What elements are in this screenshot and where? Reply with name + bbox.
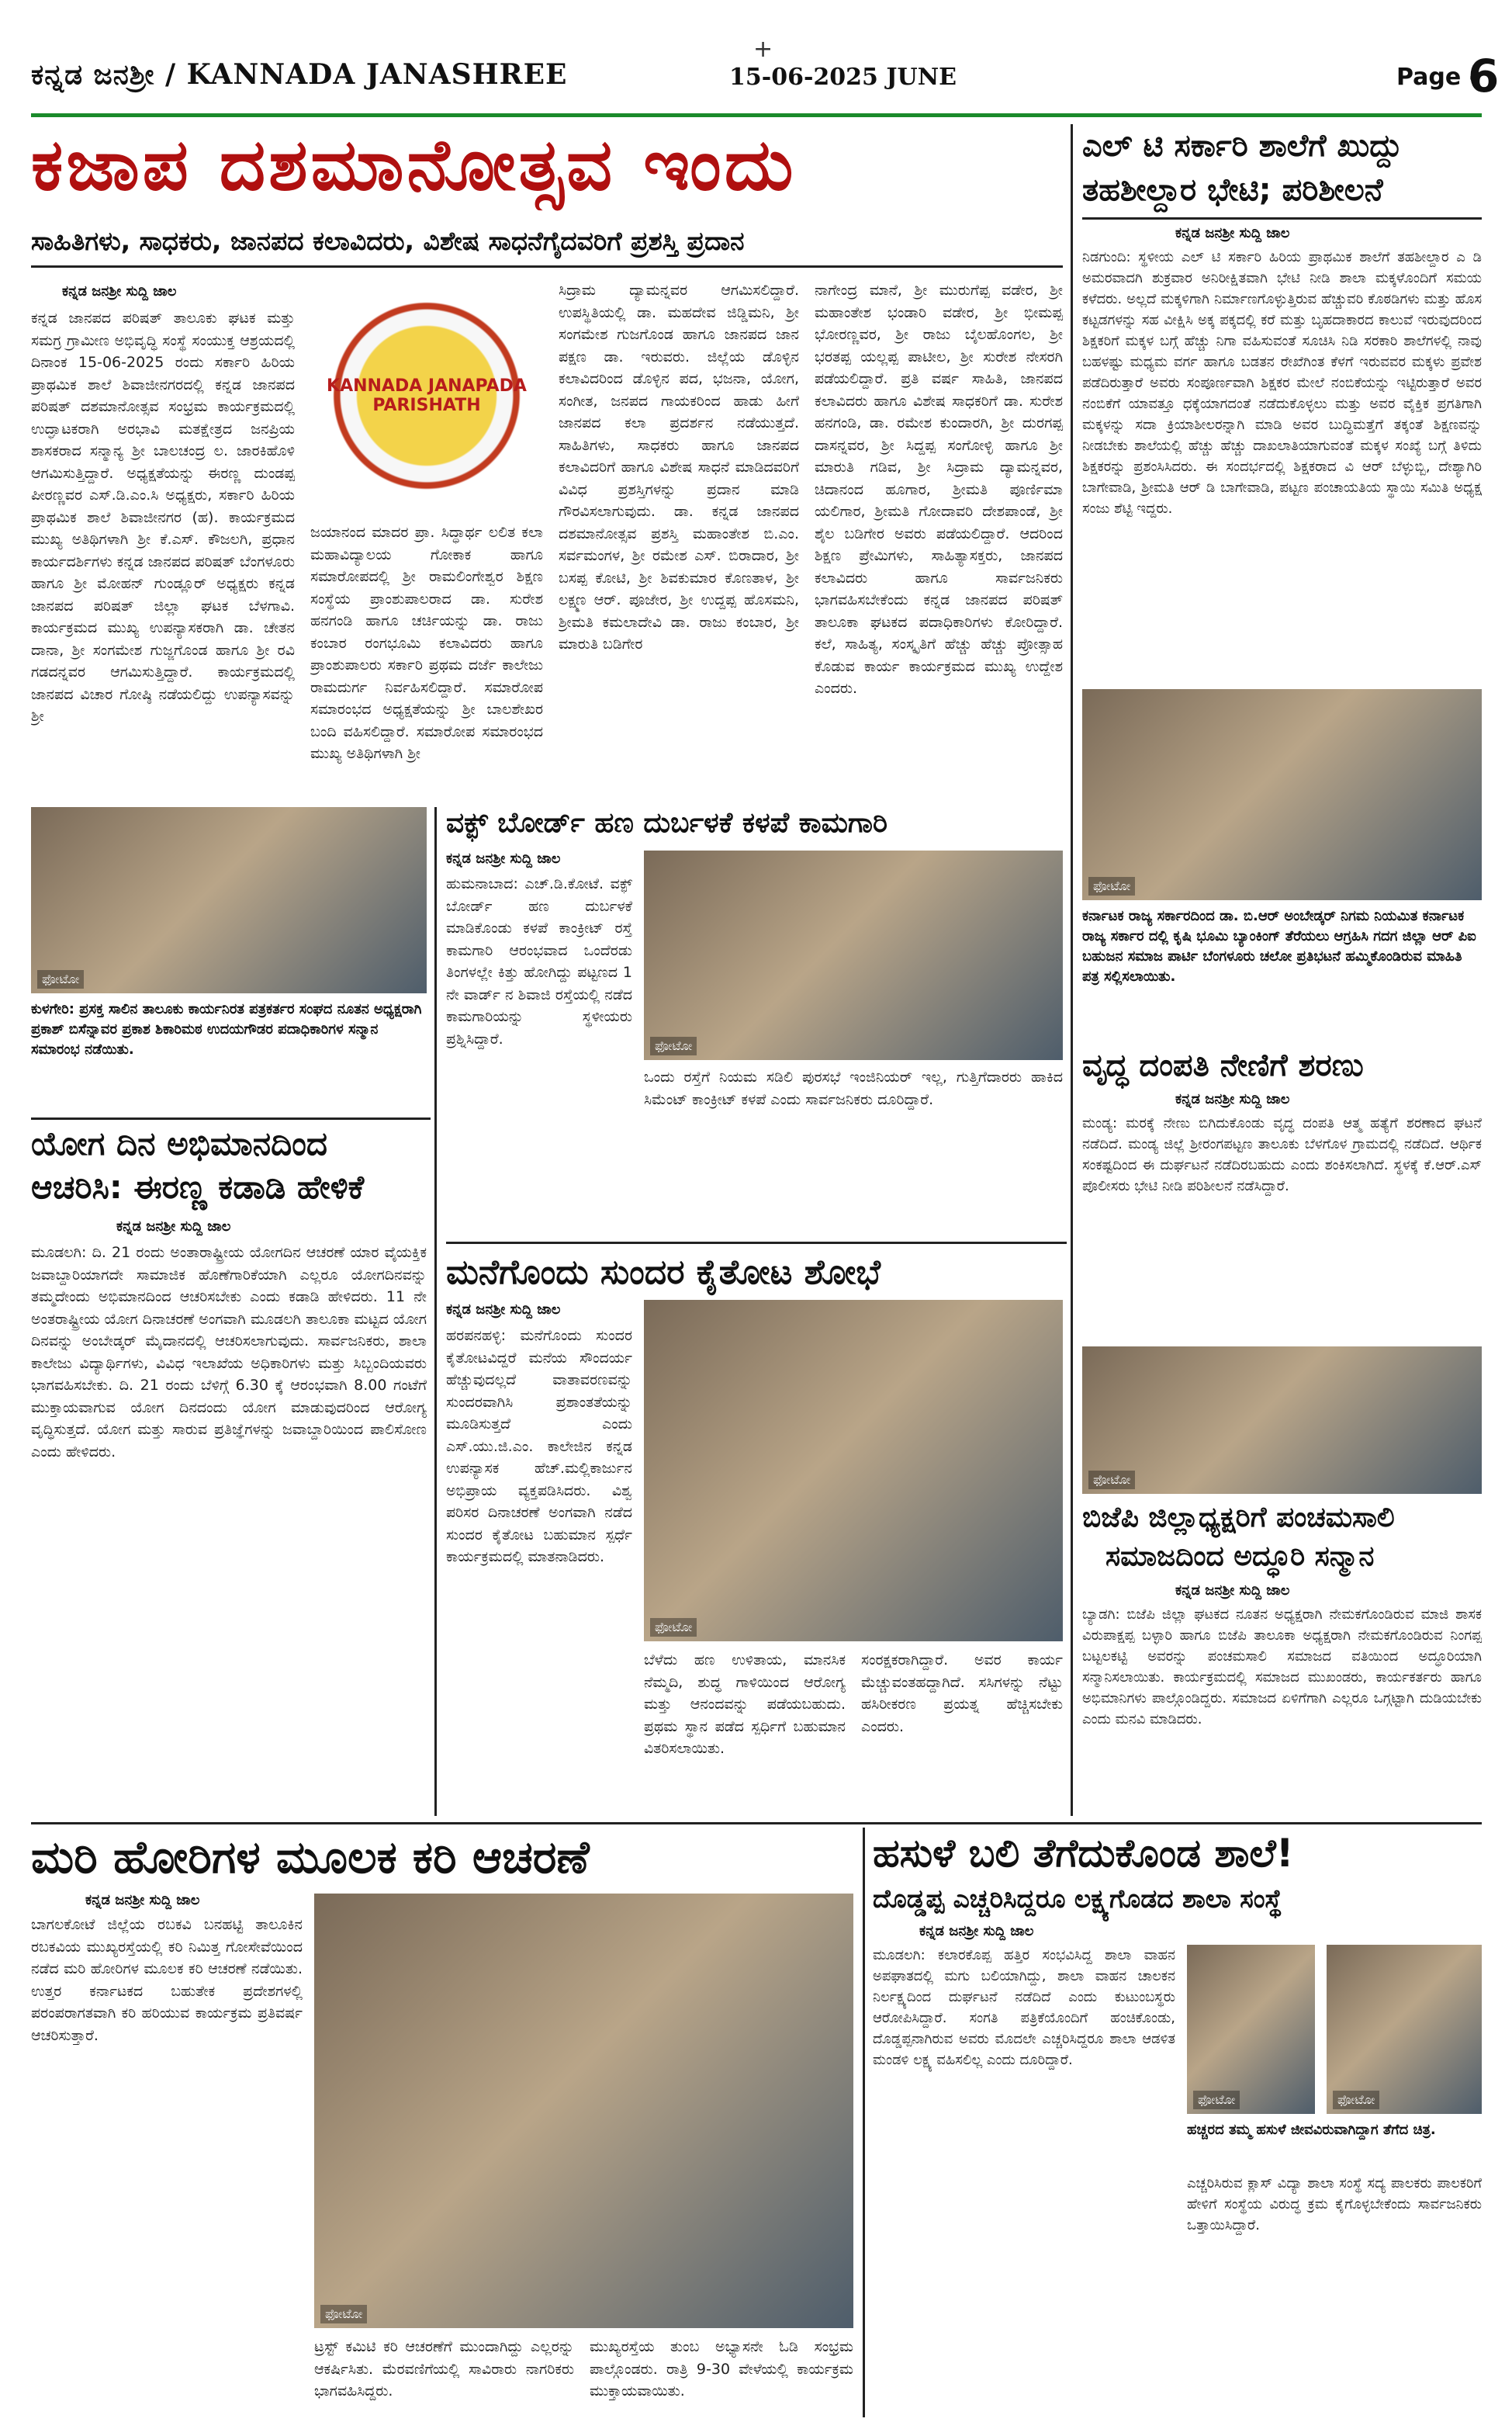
waqf-byline: ಕನ್ನಡ ಜನಶ್ರೀ ಸುದ್ದಿ ಜಾಲ xyxy=(446,851,561,867)
bull-body-col3: ಮುಖ್ಯರಸ್ತೆಯ ತುಂಬ ಅಭ್ಯಾಸನೇ ಓಡಿ ಸಂಭ್ರಮ ಪಾಲ್ಗೊಂಡರು. ರಾತ್ರಿ 9-30 ವೇಳೆಯಲ್ಲಿ ಕಾರ್ಯಕ್ರಮ ಮುಕ್ತಾಯವಾಯಿತು. xyxy=(590,2338,853,2400)
janapada-logo xyxy=(310,279,543,512)
tahsildar-story xyxy=(1082,124,1482,1038)
garden-headline: ಮನೆಗೊಂದು ಸುಂದರ ಕೈತೋಟ ಶೋಭೆ xyxy=(446,1253,881,1292)
school-story xyxy=(873,1831,1482,2421)
photo-tag: ಫೋಟೋ xyxy=(1193,2091,1240,2109)
garden-story xyxy=(446,1253,1063,1816)
issue-date: 15-06-2025 JUNE xyxy=(729,64,957,91)
lead-headline: ಕಜಾಪ ದಶಮಾನೋತ್ಸವ ಇಂದು xyxy=(31,123,797,206)
divider xyxy=(31,1117,431,1120)
elderly-headline: ವೃದ್ಧ ದಂಪತಿ ನೇಣಿಗೆ ಶರಣು xyxy=(1082,1048,1364,1083)
tahsildar-headline-line2: ತಹಶೀಲ್ದಾರ ಭೇಟಿ; ಪರಿಶೀಲನೆ xyxy=(1082,172,1383,208)
garden-body-col3: ಸಂರಕ್ಷಕರಾಗಿದ್ದಾರೆ. ಅವರ ಕಾರ್ಯ ಮೆಚ್ಚುವಂತಹದ್ದಾಗಿದೆ. ಸಸಿಗಳನ್ನು ನೆಟ್ಟು ಹಸಿರೀಕರಣ ಪ್ರಯತ್ನ ಹೆಚ್ಚಿಸಬೇಕು ಎಂದರು. xyxy=(861,1651,1063,1735)
protest-caption: ಕರ್ನಾಟಕ ರಾಜ್ಯ ಸರ್ಕಾರದಿಂದ ಡಾ. ಬಿ.ಆರ್ ಅಂಬೇಡ್ಕರ್ ನಿಗಮ ನಿಯಮಿತ ಕರ್ನಾಟಕ ರಾಜ್ಯ ಸರ್ಕಾರ ದಲ್ಲಿ ಕೃಷಿ ಭೂಮಿ ಬ್ಯಾಂಕಿಂಗ್ ತೆರೆಯಲು ಆಗ್ರಹಿಸಿ ಗದಗ ಜಿಲ್ಲಾ ಆರ್ ಪಿಐ ಬಹುಜನ ಸಮಾಜ ಪಾರ್ಟಿ ಬೆಂಗಳೂರು ಚಲೋ ಪ್ರತಿಭಟನೆ ಹಮ್ಮಿಕೊಂಡಿರುವ ಮಾಹಿತಿ ಪತ್ರ ಸಲ್ಲಿಸಲಾಯಿತು. xyxy=(1082,908,1476,986)
photo-tag: ಫೋಟೋ xyxy=(37,970,84,989)
photo-tag: ಫೋಟೋ xyxy=(1088,1471,1135,1489)
bull-body-col1: ಬಾಗಲಕೋಟೆ ಜಿಲ್ಲೆಯ ರಬಕವಿ ಬನಹಟ್ಟಿ ತಾಲೂಕಿನ ರಬಕವಿಯ ಮುಖ್ಯರಸ್ತೆಯಲ್ಲಿ ಕರಿ ನಿಮಿತ್ತ ಗೋಸೇವೆಯಿಂದ ನಡೆದ ಮರಿ ಹೋರಿಗಳ ಮೂಲಕ ಕರಿ ಆಚರಣೆ ನಡೆಯಿತು. ಉತ್ತರ ಕರ್ನಾಟಕದ ಬಹುತೇಕ ಪ್ರದೇಶಗಳಲ್ಲಿ ಪರಂಪರಾಗತವಾಗಿ ಕರಿ ಹರಿಯುವ ಕಾರ್ಯಕ್ರಮ ಪ್ರತಿವರ್ಷ ಆಚರಿಸುತ್ತಾರೆ. xyxy=(31,1916,303,2044)
school-byline: ಕನ್ನಡ ಜನಶ್ರೀ ಸುದ್ದಿ ಜಾಲ xyxy=(919,1923,1034,1939)
lead-story xyxy=(31,124,1063,807)
school-body-col2: ಎಚ್ಚರಿಸಿರುವ ಕ್ಲಾಸ್ ವಿದ್ಯಾ ಶಾಲಾ ಸಂಸ್ಥೆ ಸದ್ಯ ಪಾಲಕರು ಪಾಲಕರಿಗೆ ಹೇಳಿಗೆ ಸಂಸ್ಥೆಯ ವಿರುದ್ಧ ಕ್ರಮ ಕೈಗೊಳ್ಳಬೇಕೆಂದು ಸಾರ್ವಜನಿಕರು ಒತ್ತಾಯಿಸಿದ್ದಾರೆ. xyxy=(1187,2175,1482,2233)
school-headline: ಹಸುಳೆ ಬಲಿ ತೆಗೆದುಕೊಂಡ ಶಾಲೆ! xyxy=(873,1831,1294,1876)
tahsildar-byline: ಕನ್ನಡ ಜನಶ್ರೀ ಸುದ್ದಿ ಜಾಲ xyxy=(1175,225,1290,241)
logo-text: KANNADA JANAPADA PARISHATH xyxy=(327,376,527,415)
garden-byline: ಕನ್ನಡ ಜನಶ್ರೀ ಸುದ್ದಿ ಜಾಲ xyxy=(446,1301,561,1318)
journalists-caption: ಕುಳಗೇರಿ: ಪ್ರಸಕ್ತ ಸಾಲಿನ ತಾಲೂಕು ಕಾರ್ಯನಿರತ ಪತ್ರಕರ್ತರ ಸಂಘದ ನೂತನ ಅಧ್ಯಕ್ಷರಾಗಿ ಪ್ರಕಾಶ್ ಬಿಸೆನ್ನಾವರ ಪ್ರಕಾಶ ಶಿಕಾರಿಮಠ ಉದಯಗೌಡರ ಪದಾಧಿಕಾರಿಗಳ ಸನ್ಮಾನ ಸಮಾರಂಭ ನಡೆಯಿತು. xyxy=(31,1001,422,1059)
divider xyxy=(31,265,1063,268)
elderly-story xyxy=(1082,1048,1482,1343)
photo-tag: ಫೋಟೋ xyxy=(320,2305,367,2323)
waqf-body-col2: ಒಂದು ರಸ್ತೆಗೆ ನಿಯಮ ಸಡಿಲಿ ಪುರಸಭೆ ಇಂಜಿನಿಯರ್ ಇಲ್ಲ, ಗುತ್ತಿಗೆದಾರರು ಹಾಕಿದ ಸಿಮೆಂಟ್ ಕಾಂಕ್ರೀಟ್ ಕಳಪೆ ಎಂದು ಸಾರ್ವಜನಿಕರು ದೂರಿದ್ದಾರೆ. xyxy=(644,1069,1063,1108)
bull-byline: ಕನ್ನಡ ಜನಶ್ರೀ ಸುದ್ದಿ ಜಾಲ xyxy=(85,1892,200,1908)
felicitation-photo xyxy=(1082,1346,1482,1494)
lead-byline: ಕನ್ನಡ ಜನಶ್ರೀ ಸುದ್ದಿ ಜಾಲ xyxy=(62,283,177,300)
school-body-col1: ಮೂಡಲಗಿ: ಕಲಾರಕೊಪ್ಪ ಹತ್ತಿರ ಸಂಭವಿಸಿದ್ದ ಶಾಲಾ ವಾಹನ ಅಪಘಾತದಲ್ಲಿ ಮಗು ಬಲಿಯಾಗಿದ್ದು, ಶಾಲಾ ವಾಹನ ಚಾಲಕನ ನಿರ್ಲಕ್ಷ್ಯದಿಂದ ದುರ್ಘಟನೆ ನಡೆದಿದೆ ಎಂದು ಕುಟುಂಬಸ್ಥರು ಆರೋಪಿಸಿದ್ದಾರೆ. ಸಂಗತಿ ಪತ್ರಿಕೆಯೊಂದಿಗೆ ಹಂಚಿಕೊಂಡು, ದೊಡ್ಡಪ್ಪನಾಗಿರುವ ಅವರು ಮೊದಲೇ ಎಚ್ಚರಿಸಿದ್ದರೂ ಶಾಲಾ ಆಡಳಿತ ಮಂಡಳಿ ಲಕ್ಷ್ಯ ವಹಿಸಲಿಲ್ಲ ಎಂದು ದೂರಿದ್ದಾರೆ. xyxy=(873,1947,1175,2068)
lead-body-col2: ಜಯಾನಂದ ಮಾದರ ಪ್ರಾ. ಸಿದ್ಧಾರ್ಥ ಲಲಿತ ಕಲಾ ಮಹಾವಿದ್ಯಾಲಯ ಗೋಕಾಕ ಹಾಗೂ ಸಮಾರೋಪದಲ್ಲಿ ಶ್ರೀ ರಾಮಲಿಂಗೇಶ್ವರ ಶಿಕ್ಷಣ ಸಂಸ್ಥೆಯ ಪ್ರಾಂಶುಪಾಲರಾದ ಡಾ. ಸುರೇಶ ಹನಗಂಡಿ ಹಾಗೂ ಚರ್ಚಿಯನ್ನು ಡಾ. ರಾಜು ಕಂಬಾರ ರಂಗಭೂಮಿ ಕಲಾವಿದರು ಹಾಗೂ ಪ್ರಾಂಶುಪಾಲರು ಸರ್ಕಾರಿ ಪ್ರಥಮ ದರ್ಜೆ ಕಾಲೇಜು ರಾಮದುರ್ಗ ನಿರ್ವಹಿಸಲಿದ್ದಾರೆ. ಸಮಾರೋಪ ಸಮಾರಂಭದ ಅಧ್ಯಕ್ಷತೆಯನ್ನು ಶ್ರೀ ಬಾಲಶೇಖರ ಬಂದಿ ವಹಿಸಲಿದ್ದಾರೆ. ಸಮಾರೋಪ ಸಮಾರಂಭದ ಮುಖ್ಯ ಅತಿಥಿಗಳಾಗಿ ಶ್ರೀ xyxy=(310,524,543,762)
bjp-headline-line1: ಬಿಜೆಪಿ ಜಿಲ್ಲಾಧ್ಯಕ್ಷರಿಗೆ ಪಂಚಮಸಾಲಿ xyxy=(1082,1502,1395,1533)
newspaper-title: ಕನ್ನಡ ಜನಶ್ರೀ / KANNADA JANASHREE xyxy=(31,58,568,91)
bull-headline: ಮರಿ ಹೋರಿಗಳ ಮೂಲಕ ಕರಿ ಆಚರಣೆ xyxy=(31,1831,590,1883)
tahsildar-headline-line1: ಎಲ್ ಟಿ ಸರ್ಕಾರಿ ಶಾಲೆಗೆ ಖುದ್ದು xyxy=(1082,128,1403,164)
journalist-photo-block xyxy=(31,807,427,1114)
column-divider xyxy=(863,1828,865,2417)
bull-story xyxy=(31,1831,853,2421)
lead-body-col1: ಕನ್ನಡ ಜಾನಪದ ಪರಿಷತ್ ತಾಲೂಕು ಘಟಕ ಮತ್ತು ಸಮಗ್ರ ಗ್ರಾಮೀಣ ಅಭಿವೃದ್ಧಿ ಸಂಸ್ಥೆ ಸಂಯುಕ್ತ ಆಶ್ರಯದಲ್ಲಿ ದಿನಾಂಕ 15-06-2025 ರಂದು ಸರ್ಕಾರಿ ಹಿರಿಯ ಪ್ರಾಥಮಿಕ ಶಾಲೆ ಶಿವಾಜೀನಗರದಲ್ಲಿ ಕನ್ನಡ ಜಾನಪದ ಪರಿಷತ್ ದಶಮಾನೋತ್ಸವ ಸಂಭ್ರಮ ಕಾರ್ಯಕ್ರಮದಲ್ಲಿ ಉದ್ಘಾಟಕರಾಗಿ ಅರಭಾವಿ ಮತಕ್ಷೇತ್ರದ ಜನಪ್ರಿಯ ಶಾಸಕರಾದ ಸನ್ಮಾನ್ಯ ಶ್ರೀ ಬಾಲಚಂದ್ರ ಲ. ಜಾರಕಿಹೊಳಿ ಆಗಮಿಸುತ್ತಿದ್ದಾರೆ. ಅಧ್ಯಕ್ಷತೆಯನ್ನು ಈರಣ್ಣ ದುಂಡಪ್ಪ ಪೀರಣ್ಣವರ ಎಸ್.ಡಿ.ಎಂ.ಸಿ ಅಧ್ಯಕ್ಷರು, ಸರ್ಕಾರಿ ಹಿರಿಯ ಪ್ರಾಥಮಿಕ ಶಾಲೆ ಶಿವಾಜೀನಗರ (ಹ). ಕಾರ್ಯಕ್ರಮದ ಮುಖ್ಯ ಅತಿಥಿಗಳಾಗಿ ಶ್ರೀ ಕೆ.ಎಸ್. ಕೌಜಲಗಿ, ಪ್ರಧಾನ ಕಾರ್ಯದರ್ಶಿಗಳು ಕನ್ನಡ ಜಾನಪದ ಪರಿಷತ್ ಬೆಂಗಳೂರು ಹಾಗೂ ಶ್ರೀ ಮೋಹನ್ ಗುಂಡ್ಲೂರ್ ಅಧ್ಯಕ್ಷರು ಕನ್ನಡ ಜಾನಪದ ಪರಿಷತ್ ಜಿಲ್ಲಾ ಘಟಕ ಬೆಳಗಾವಿ. ಕಾರ್ಯಕ್ರಮದ ಮುಖ್ಯ ಉಪನ್ಯಾಸಕರಾಗಿ ಡಾ. ಚೇತನ ದಾನಾ, ಶ್ರೀ ಸಂಗಮೇಶ ಗುಜ್ಜಗೊಂಡ ಹಾಗೂ ಶ್ರೀ ರವಿ ಗಡದನ್ನವರ ಆಗಮಿಸುತ್ತಿದ್ದಾರೆ. ಕಾರ್ಯಕ್ರಮದಲ್ಲಿ ಜಾನಪದ ವಿಚಾರ ಗೋಷ್ಠಿ ನಡೆಯಲಿದ್ದು ಉಪನ್ಯಾಸವನ್ನು ಶ್ರೀ xyxy=(31,310,295,725)
school-subheadline: ದೊಡ್ಡಪ್ಪ ಎಚ್ಚರಿಸಿದ್ದರೂ ಲಕ್ಷ್ಯಗೊಡದ ಶಾಲಾ ಸಂಸ್ಥೆ xyxy=(873,1883,1282,1914)
tahsildar-body: ನಿಡಗುಂದಿ: ಸ್ಥಳೀಯ ಎಲ್ ಟಿ ಸರ್ಕಾರಿ ಹಿರಿಯ ಪ್ರಾಥಮಿಕ ಶಾಲೆಗೆ ತಹಶೀಲ್ದಾರ ಎ ಡಿ ಅಮರವಾದಗಿ ಶುಕ್ರವಾರ ಅನಿರೀಕ್ಷಿತವಾಗಿ ಭೇಟಿ ನೀಡಿ ಶಾಲಾ ಮಕ್ಕಳೊಂದಿಗೆ ಸಮಯ ಕಳೆದರು. ಅಲ್ಲದೆ ಮಕ್ಕಳಿಗಾಗಿ ನಿರ್ಮಾಣಗೊಳ್ಳುತ್ತಿರುವ ಹೆಚ್ಚುವರಿ ಕೊಠಡಿಗಳು ಮತ್ತು ಹೊಸ ಕಟ್ಟಡಗಳನ್ನು ಸಹ ವೀಕ್ಷಿಸಿ ಅಕ್ಕ ಪಕ್ಕದಲ್ಲಿ ಕರೆ ಮತ್ತು ಬೃಹದಾಕಾರದ ಕಾಲುವೆ ಇರುವುದರಿಂದ ಶಿಕ್ಷಕರಿಗೆ ಮಕ್ಕಳ ಬಗ್ಗೆ ಹೆಚ್ಚು ನಿಗಾ ವಹಿಸುವಂತೆ ಸೂಚಿಸಿ ನಿಡಿ ಸರಕಾರಿ ಶಾಲೆಗಳಲ್ಲಿ ನಾವು ಬಹಳಷ್ಟು ಮಧ್ಯಮ ವರ್ಗ ಹಾಗೂ ಬಡತನ ರೇಖೆಗಿಂತ ಕೆಳಗೆ ಇರುವವರ ಮಕ್ಕಳು ಪ್ರವೇಶ ಪಡೆದಿರುತ್ತಾರೆ ಅವರು ಸಂಪೂರ್ಣವಾಗಿ ಶಿಕ್ಷಕರ ಮೇಲೆ ನಂಬಿಕೆಯನ್ನು ಇಟ್ಟಿರುತ್ತಾರೆ ಅವರ ನಂಬಿಕೆಗೆ ಯಾವತ್ತೂ ಧಕ್ಕೆಯಾಗದಂತೆ ನಡೆದುಕೊಳ್ಳಲು ಮತ್ತು ಅವರ ವೈಕ್ತಿಕ ಪ್ರಗತಿಗಾಗಿ ಮಕ್ಕಳನ್ನು ಸದಾ ಕ್ರಿಯಾಶೀಲರನ್ನಾಗಿ ಮಾಡಿ ಅವರ ಬುದ್ಧಿಮತ್ತೆಗೆ ತಕ್ಕಂತೆ ಶಿಕ್ಷಣವನ್ನು ನೀಡಬೇಕು ಶಾಲೆಯಲ್ಲಿ ಹೆಚ್ಚು ಹೆಚ್ಚು ದಾಖಲಾತಿಯಾಗುವಂತೆ ಮಕ್ಕಳ ಸಂಖ್ಯೆ ಬಗ್ಗೆ ತಿಳಿದು ಶಿಕ್ಷಕರನ್ನು ಪ್ರಶಂಸಿಸಿದರು. ಈ ಸಂದರ್ಭದಲ್ಲಿ ಶಿಕ್ಷಕರಾದ ವಿ ಆರ್ ಬೆಳ್ಳುಬ್ಬಿ, ದೇಶ್ಯಾಗಿರಿ ಬಾಗೇವಾಡಿ, ಶ್ರೀಮತಿ ಆರ್ ಡಿ ಬಾಗೇವಾಡಿ, ಪಟ್ಟಣ ಪಂಚಾಯತಿಯ ಸ್ಥಾಯಿ ಸಮಿತಿ ಅಧ್ಯಕ್ಷ ಸಂಜು ಶೆಟ್ಟಿ ಇದ್ದರು. xyxy=(1082,249,1482,517)
road-work-photo xyxy=(644,851,1063,1060)
elderly-body: ಮಂಡ್ಯ: ಮರಕ್ಕೆ ನೇಣು ಬಿಗಿದುಕೊಂಡು ವೃದ್ಧ ದಂಪತಿ ಆತ್ಮ ಹತ್ಯೆಗೆ ಶರಣಾದ ಘಟನೆ ನಡೆದಿದೆ. ಮಂಡ್ಯ ಜಿಲ್ಲೆ ಶ್ರೀರಂಗಪಟ್ಟಣ ತಾಲೂಕು ಬೆಳಗೊಳ ಗ್ರಾಮದಲ್ಲಿ ನಡೆದಿದೆ. ಆರ್ಥಿಕ ಸಂಕಷ್ಟದಿಂದ ಈ ದುರ್ಘಟನೆ ನಡೆದಿರಬಹುದು ಎಂದು ಶಂಕಿಸಲಾಗಿದೆ. ಸ್ಥಳಕ್ಕೆ ಕೆ.ಆರ್.ಎಸ್ ಪೊಲೀಸರು ಭೇಟಿ ನೀಡಿ ಪರಿಶೀಲನೆ ನಡೆಸಿದ್ದಾರೆ. xyxy=(1082,1115,1482,1194)
divider xyxy=(31,1822,1482,1824)
crop-mark: + xyxy=(753,36,773,63)
photo-tag: ಫೋಟೋ xyxy=(650,1618,697,1637)
bjp-headline-line2: ಸಮಾಜದಿಂದ ಅದ್ಧೂರಿ ಸನ್ಮಾನ xyxy=(1105,1540,1375,1572)
protest-photo xyxy=(1082,689,1482,900)
photo-tag: ಫೋಟೋ xyxy=(650,1037,697,1055)
elderly-byline: ಕನ್ನಡ ಜನಶ್ರೀ ಸುದ್ದಿ ಜಾಲ xyxy=(1175,1091,1290,1107)
garden-body-col1: ಹರಪನಹಳ್ಳಿ: ಮನೆಗೊಂದು ಸುಂದರ ಕೈತೋಟವಿದ್ದರೆ ಮನೆಯ ಸೌಂದರ್ಯ ಹೆಚ್ಚುವುದಲ್ಲದೆ ವಾತಾವರಣವನ್ನು ಸುಂದರವಾಗಿಸಿ ಪ್ರಶಾಂತತೆಯನ್ನು ಮೂಡಿಸುತ್ತದೆ ಎಂದು ಎಸ್.ಯು.ಜಿ.ಎಂ. ಕಾಲೇಜಿನ ಕನ್ನಡ ಉಪನ್ಯಾಸಕ ಹೆಚ್.ಮಲ್ಲಿಕಾರ್ಜುನ ಅಭಿಪ್ರಾಯ ವ್ಯಕ್ತಪಡಿಸಿದರು. ವಿಶ್ವ ಪರಿಸರ ದಿನಾಚರಣೆ ಅಂಗವಾಗಿ ನಡೆದ ಸುಂದರ ಕೈತೋಟ ಬಹುಮಾನ ಸ್ಪರ್ಧೆ ಕಾರ್ಯಕ್ರಮದಲ್ಲಿ ಮಾತನಾಡಿದರು. xyxy=(446,1327,632,1565)
yoga-story xyxy=(31,1125,427,1816)
page-number: 6 xyxy=(1468,50,1500,102)
school-bus-photo xyxy=(1327,1945,1482,2114)
lead-body-col3: ಸಿದ್ರಾಮ ದ್ಯಾಮನ್ನವರ ಆಗಮಿಸಲಿದ್ದಾರೆ. ಉಪಸ್ಥಿತಿಯಲ್ಲಿ ಡಾ. ಮಹದೇವ ಜಿಡ್ಡಿಮನಿ, ಶ್ರೀ ಸಂಗಮೇಶ ಗುಜಗೊಂಡ ಹಾಗೂ ಜಾನಪದ ಜಾನ ಪಕ್ಷಣ ಡಾ. ಇರುವರು. ಜಿಲ್ಲೆಯ ಡೊಳ್ಳಿನ ಕಲಾವಿದರಿಂದ ಡೊಳ್ಳಿನ ಪದ, ಭಜನಾ, ಯೋಗ, ಸಂಗೀತ, ಜನಪದ ಗಾಯಕರಿಂದ ಹಾಡು ಹೀಗೆ ಜಾನಪದ ಕಲಾ ಪ್ರದರ್ಶನ ನಡೆಯುತ್ತದೆ. ಸಾಹಿತಿಗಳು, ಸಾಧಕರು ಹಾಗೂ ಜಾನಪದ ಕಲಾವಿದರಿಗೆ ಹಾಗೂ ವಿಶೇಷ ಸಾಧನೆ ಮಾಡಿದವರಿಗೆ ವಿವಿಧ ಪ್ರಶಸ್ತಿಗಳನ್ನು ಪ್ರದಾನ ಮಾಡಿ ಗೌರವಿಸಲಾಗುವುದು. ಡಾ. ಕನ್ನಡ ಜಾನಪದ ದಶಮಾನೋತ್ಸವ ಪ್ರಶಸ್ತಿ ಮಹಾಂತೇಶ ಬಿ.ಎಂ. ಸರ್ವಮಂಗಳ, ಶ್ರೀ ರಮೇಶ ಎಸ್. ಬಿರಾದಾರ, ಶ್ರೀ ಬಸಪ್ಪ ಕೋಟಿ, ಶ್ರೀ ಶಿವಕುಮಾರ ಕೊಣತಾಳ, ಶ್ರೀ ಲಕ್ಷ್ಮಣ ಆರ್. ಪೂಜೇರ, ಶ್ರೀ ಉದ್ದಪ್ಪ ಹೊಸಮನಿ, ಶ್ರೀಮತಿ ಕಮಲಾದೇವಿ ಡಾ. ರಾಜು ಕಂಬಾರ, ಶ್ರೀ ಮಾರುತಿ ಬಡಿಗೇರ xyxy=(559,282,799,653)
bull-body-col2: ಟ್ರಸ್ಟ್ ಕಮಿಟಿ ಕರಿ ಆಚರಣೆಗೆ ಮುಂದಾಗಿದ್ದು ಎಲ್ಲರನ್ನು ಆಕರ್ಷಿಸಿತು. ಮೆರವಣಿಗೆಯಲ್ಲಿ ಸಾವಿರಾರು ನಾಗರಿಕರು ಭಾಗವಹಿಸಿದ್ದರು. xyxy=(314,2338,574,2400)
waqf-story xyxy=(446,807,1063,1238)
column-divider xyxy=(1071,124,1073,1038)
journalists-photo xyxy=(31,807,427,993)
waqf-headline: ವಕ್ಫ್ ಬೋರ್ಡ್ ಹಣ ದುರ್ಬಳಕೆ ಕಳಪೆ ಕಾಮಗಾರಿ xyxy=(446,807,888,839)
award-photo xyxy=(644,1300,1063,1641)
column-divider xyxy=(434,807,437,1816)
lead-subheadline: ಸಾಹಿತಿಗಳು, ಸಾಧಕರು, ಜಾನಪದ ಕಲಾವಿದರು, ವಿಶೇಷ ಸಾಧನೆಗೈದವರಿಗೆ ಪ್ರಶಸ್ತಿ ಪ್ರದಾನ xyxy=(31,226,745,256)
bjp-byline: ಕನ್ನಡ ಜನಶ್ರೀ ಸುದ್ದಿ ಜಾಲ xyxy=(1175,1582,1290,1599)
masthead-rule xyxy=(31,113,1482,117)
column-divider xyxy=(1071,1038,1073,1816)
waqf-body-col1: ಹುಮನಾಬಾದ: ಎಚ್.ಡಿ.ಕೋಟೆ. ವಕ್ಫ್ ಬೋರ್ಡ್ ಹಣ ದುರ್ಬಳಕೆ ಮಾಡಿಕೊಂಡು ಕಳಪೆ ಕಾಂಕ್ರೀಟ್ ರಸ್ತೆ ಕಾಮಗಾರಿ ಆರಂಭವಾದ ಒಂದೆರಡು ತಿಂಗಳಲ್ಲೇ ಕಿತ್ತು ಹೋಗಿದ್ದು ಪಟ್ಟಣದ 1 ನೇ ವಾರ್ಡ್ ನ ಶಿವಾಜಿ ರಸ್ತೆಯಲ್ಲಿ ನಡೆದ ಕಾಮಗಾರಿಯನ್ನು ಸ್ಥಳೀಯರು ಪ್ರಶ್ನಿಸಿದ್ದಾರೆ. xyxy=(446,875,632,1048)
child-photo xyxy=(1187,1945,1315,2114)
child-photo-caption: ಹಚ್ಚರದ ತಮ್ಮ ಹಸುಳೆ ಜೀವವಿರುವಾಗಿದ್ದಾಗ ತೆಗೆದ ಚಿತ್ರ. xyxy=(1187,2122,1436,2138)
yoga-headline-line1: ಯೋಗ ದಿನ ಅಭಿಮಾನದಿಂದ xyxy=(31,1124,327,1163)
yoga-headline-line2: ಆಚರಿಸಿ: ಈರಣ್ಣ ಕಡಾಡಿ ಹೇಳಿಕೆ xyxy=(31,1168,365,1206)
bjp-body: ಬ್ಯಾಡಗಿ: ಬಿಜೆಪಿ ಜಿಲ್ಲಾ ಘಟಕದ ನೂತನ ಅಧ್ಯಕ್ಷರಾಗಿ ನೇಮಕಗೊಂಡಿರುವ ಮಾಜಿ ಶಾಸಕ ವಿರುಪಾಕ್ಷಪ್ಪ ಬಳ್ಳಾರಿ ಹಾಗೂ ಬಿಜೆಪಿ ತಾಲೂಕಾ ಅಧ್ಯಕ್ಷರಾಗಿ ನೇಮಕಗೊಂಡಿರುವ ನಿಂಗಪ್ಪ ಬಟ್ಟಲಕಟ್ಟಿ ಅವರನ್ನು ಪಂಚಮಸಾಲಿ ಸಮಾಜದ ವತಿಯಿಂದ ಅದ್ಧೂರಿಯಾಗಿ ಸನ್ಮಾನಿಸಲಾಯಿತು. ಕಾರ್ಯಕ್ರಮದಲ್ಲಿ ಸಮಾಜದ ಮುಖಂಡರು, ಕಾರ್ಯಕರ್ತರು ಹಾಗೂ ಅಭಿಮಾನಿಗಳು ಪಾಲ್ಗೊಂಡಿದ್ದರು. ಸಮಾಜದ ಏಳಿಗೆಗಾಗಿ ಎಲ್ಲರೂ ಒಗ್ಗಟ್ಟಾಗಿ ದುಡಿಯಬೇಕು ಎಂದು ಮನವಿ ಮಾಡಿದರು. xyxy=(1082,1606,1482,1727)
garden-body-col2: ಬೆಳೆದು ಹಣ ಉಳಿತಾಯ, ಮಾನಸಿಕ ನೆಮ್ಮದಿ, ಶುದ್ಧ ಗಾಳಿಯಿಂದ ಆರೋಗ್ಯ ಮತ್ತು ಆನಂದವನ್ನು ಪಡೆಯಬಹುದು. ಪ್ರಥಮ ಸ್ಥಾನ ಪಡೆದ ಸ್ಪರ್ಧಿಗೆ ಬಹುಮಾನ ವಿತರಿಸಲಾಯಿತು. xyxy=(644,1651,846,1757)
masthead xyxy=(31,36,1500,109)
divider xyxy=(446,1242,1067,1244)
divider xyxy=(1082,217,1482,220)
lead-body-col4: ನಾಗೇಂದ್ರ ಮಾನೆ, ಶ್ರೀ ಮುರುಗೆಪ್ಪ ವಡೇರ, ಶ್ರೀ ಮಹಾಂತೇಶ ಭಂಡಾರಿ ವಡೇರ, ಶ್ರೀ ಭೀಮಪ್ಪ ಭೋರಣ್ಣವರ, ಶ್ರೀ ರಾಜು ಬೈಲಹೊಂಗಲ, ಶ್ರೀ ಭರತಪ್ಪ ಯಲ್ಲಪ್ಪ ಪಾಟೀಲ, ಶ್ರೀ ಸುರೇಶ ನೇಸರಗಿ ಪಡೆಯಲಿದ್ದಾರೆ. ಪ್ರತಿ ವರ್ಷ ಸಾಹಿತಿ, ಜಾನಪದ ಕಲಾವಿದರು ಹಾಗೂ ವಿಶೇಷ ಸಾಧಕರಿಗೆ ಡಾ. ಸುರೇಶ ಹನಗಂಡಿ, ಡಾ. ರಮೇಶ ಕುಂದಾರಗಿ, ಶ್ರೀ ದುರಗಪ್ಪ ದಾಸನ್ನವರ, ಶ್ರೀ ಸಿದ್ದಪ್ಪ ಸಂಗೋಳ್ಳಿ ಹಾಗೂ ಶ್ರೀ ಮಾರುತಿ ಗಡಿವ, ಶ್ರೀ ಸಿದ್ರಾಮ ದ್ಯಾಮನ್ನವರ, ಚಿದಾನಂದ ಹೂಗಾರ, ಶ್ರೀಮತಿ ಪೂರ್ಣಿಮಾ ಯಲಿಗಾರ, ಶ್ರೀಮತಿ ಗೋದಾವರಿ ದೇಶಪಾಂಡೆ, ಶ್ರೀ ಶೈಲ ಬಡಿಗೇರ ಅವರು ಪಡೆಯಲಿದ್ದಾರೆ. ಆದರಿಂದ ಶಿಕ್ಷಣ ಪ್ರೇಮಿಗಳು, ಸಾಹಿತ್ಯಾಸಕ್ತರು, ಜಾನಪದ ಕಲಾವಿದರು ಹಾಗೂ ಸಾರ್ವಜನಿಕರು ಭಾಗವಹಿಸಬೇಕೆಂದು ಕನ್ನಡ ಜಾನಪದ ಪರಿಷತ್ ತಾಲೂಕಾ ಘಟಕದ ಪದಾಧಿಕಾರಿಗಳು ಕೋರಿದ್ದಾರೆ. ಕಲೆ, ಸಾಹಿತ್ಯ, ಸಂಸ್ಕೃತಿಗೆ ಹೆಚ್ಚು ಹೆಚ್ಚು ಪ್ರೋತ್ಸಾಹ ಕೊಡುವ ಕಾರ್ಯ ಕಾರ್ಯಕ್ರಮದ ಮುಖ್ಯ ಉದ್ದೇಶ ಎಂದರು. xyxy=(815,282,1063,697)
yoga-body: ಮೂಡಲಗಿ: ದಿ. 21 ರಂದು ಅಂತಾರಾಷ್ಟ್ರೀಯ ಯೋಗದಿನ ಆಚರಣೆ ಯಾರ ವೈಯಕ್ತಿಕ ಜವಾಬ್ದಾರಿಯಾಗದೇ ಸಾಮಾಜಿಕ ಹೊಣೆಗಾರಿಕೆಯಾಗಿ ಎಲ್ಲರೂ ಯೋಗದಿನವನ್ನು ತಮ್ಮದೇಂದು ಅಭಿಮಾನದಿಂದ ಆಚರಿಸಬೇಕು ಎಂದು ಕಡಾಡಿ ಹೇಳಿದರು. 11 ನೇ ಅಂತರಾಷ್ಟ್ರೀಯ ಯೋಗ ದಿನಾಚರಣೆ ಅಂಗವಾಗಿ ಮೂಡಲಗಿ ತಾಲೂಕಾ ಮಟ್ಟದ ಯೋಗ ದಿನವನ್ನು ಅಂಬೇಡ್ಕರ್ ಮೈದಾನದಲ್ಲಿ ಆಚರಿಸಲಾಗುವುದು. ಸಾರ್ವಜನಿಕರು, ಶಾಲಾ ಕಾಲೇಜು ವಿದ್ಯಾರ್ಥಿಗಳು, ವಿವಿಧ ಇಲಾಖೆಯ ಅಧಿಕಾರಿಗಳು ಮತ್ತು ಸಿಬ್ಬಂದಿಯವರು ಭಾಗವಹಿಸಬೇಕು. ದಿ. 21 ರಂದು ಬೆಳಿಗ್ಗೆ 6.30 ಕ್ಕೆ ಆರಂಭವಾಗಿ 8.00 ಗಂಟೆಗೆ ಮುಕ್ತಾಯವಾಗುವ ಯೋಗ ದಿನದಂದು ಯೋಗ ಮಾಡುವುದರಿಂದ ಆರೋಗ್ಯ ವೃದ್ಧಿಸುತ್ತದೆ. ಯೋಗ ಮತ್ತು ಸಾರುವ ಪ್ರತಿಜ್ಞೆಗಳನ್ನು ಜವಾಬ್ದಾರಿಯಿಂದ ಪಾಲಿಸೋಣ ಎಂದು ಹೇಳಿದರು. xyxy=(31,1244,427,1461)
bjp-story xyxy=(1082,1502,1482,1816)
yoga-byline: ಕನ್ನಡ ಜನಶ್ರೀ ಸುದ್ದಿ ಜಾಲ xyxy=(116,1218,231,1235)
photo-tag: ಫೋಟೋ xyxy=(1088,877,1135,896)
procession-photo xyxy=(314,1894,853,2328)
page-label: Page - xyxy=(1396,64,1479,91)
photo-tag: ಫೋಟೋ xyxy=(1333,2091,1379,2109)
